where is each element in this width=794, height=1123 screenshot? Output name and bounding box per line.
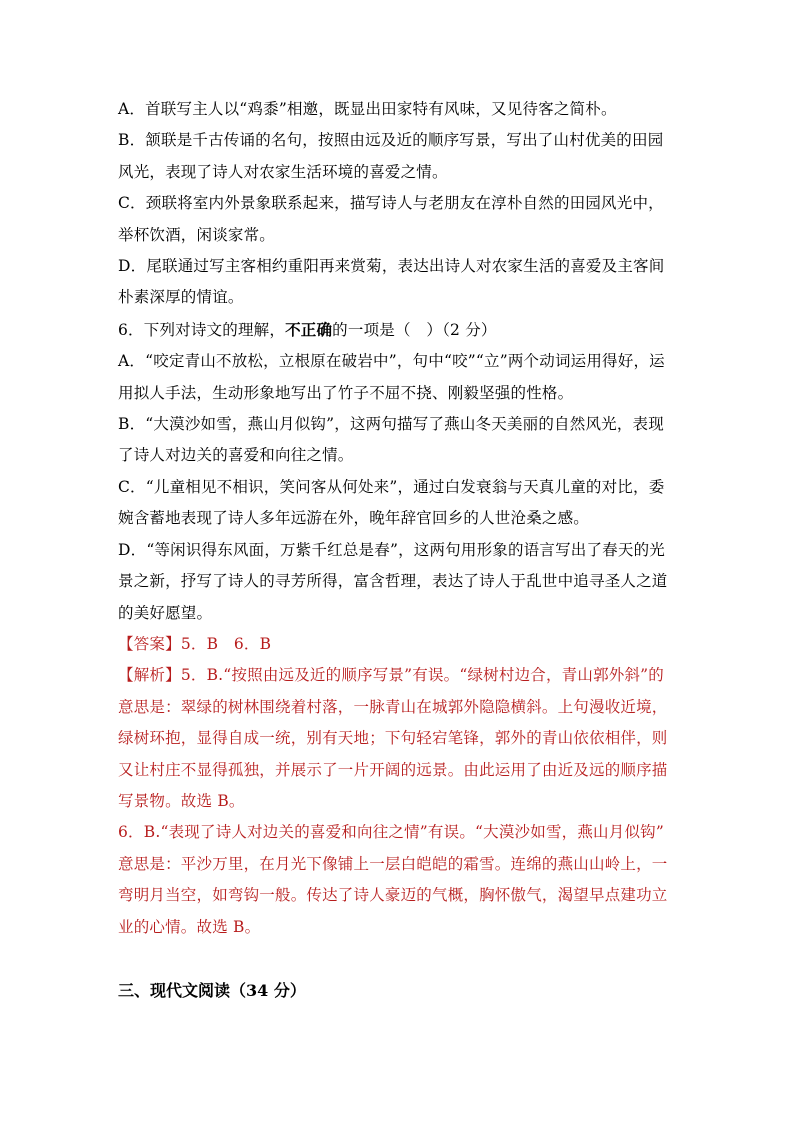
q5-option-c — [118, 188, 680, 251]
q5-option-d — [118, 251, 680, 314]
text-line: 的美好愿望。 — [118, 603, 213, 622]
q6-stem-after: 的一项是（ ）（2 分） — [332, 320, 497, 339]
text-line: 又让村庄不显得孤独，并展示了一片开阔的远景。由此运用了由近及远的顺序描 — [118, 760, 668, 779]
text-line: 业的心情。故选 B。 — [118, 917, 261, 936]
section-gap — [118, 943, 680, 975]
text-line: 6．B.“表现了诗人对边关的喜爱和向往之情”有误。“大漠沙如雪，燕山月似钩” — [118, 823, 664, 842]
q6-stem — [118, 314, 680, 346]
analysis-first-line — [118, 660, 680, 691]
text-line: 风光，表现了诗人对农家生活环境的喜爱之情。 — [118, 162, 448, 181]
answer-line — [118, 629, 680, 660]
text-line: 婉含蓄地表现了诗人多年远游在外，晚年辞官回乡的人世沧桑之感。 — [118, 509, 590, 528]
text-line: D．尾联通过写主客相约重阳再来赏菊，表达出诗人对农家生活的喜爱及主客间 — [118, 257, 665, 276]
q6-stem-before: 6．下列对诗文的理解， — [118, 320, 286, 339]
text-line: D．“等闲识得东风面，万紫千红总是春”，这两句用形象的语言写出了春天的光 — [118, 540, 665, 559]
text-line: B．“大漠沙如雪，燕山月似钩”，这两句描写了燕山冬天美丽的自然风光，表现 — [118, 415, 664, 434]
q6-option-c — [118, 472, 680, 535]
text-line: 意思是：平沙万里，在月光下像铺上一层白皑皑的霜雪。连绵的燕山山岭上，一 — [118, 854, 668, 873]
analysis-first-text: 5．B.“按照由远及近的顺序写景”有误。“绿树村边合，青山郭外斜”的 — [180, 666, 664, 685]
text-line: 意思是：翠绿的树林围绕着村落，一脉青山在城郭外隐隐横斜。上句漫收近境， — [118, 697, 668, 716]
text-line: A．“咬定青山不放松，立根原在破岩中”，句中“咬”“立”两个动词运用得好，运 — [118, 352, 665, 371]
analysis-block — [118, 660, 680, 943]
answer-label: 【答案】 — [118, 634, 181, 653]
q5-option-a — [118, 94, 680, 125]
document-page — [118, 94, 680, 1006]
answer-text: 5．B 6．B — [180, 634, 272, 653]
text-line: 弯明月当空，如弯钩一般。传达了诗人豪迈的气概，胸怀傲气，渴望早点建功立 — [118, 886, 668, 905]
q6-option-d — [118, 535, 680, 629]
text-line: C．颈联将室内外景象联系起来，描写诗人与老朋友在淳朴自然的田园风光中， — [118, 194, 664, 213]
text-line: 了诗人对边关的喜爱和向往之情。 — [118, 446, 354, 465]
q6-option-a — [118, 346, 680, 409]
q6-option-b — [118, 409, 680, 472]
text-line: C．“儿童相见不相识，笑问客从何处来”，通过白发衰翁与天真儿童的对比，委 — [118, 477, 665, 496]
text-line: 景之新，抒写了诗人的寻芳所得，富含哲理，表达了诗人于乱世中追寻圣人之道 — [118, 572, 668, 591]
text-line: 用拟人手法，生动形象地写出了竹子不屈不挠、刚毅坚强的性格。 — [118, 383, 574, 402]
text-line: 举杯饮酒，闲谈家常。 — [118, 225, 276, 244]
text-line: B．颔联是千古传诵的名句，按照由远及近的顺序写景，写出了山村优美的田园 — [118, 131, 664, 150]
analysis-label: 【解析】 — [118, 666, 181, 685]
q6-stem-emphasis: 不正确 — [285, 319, 333, 339]
text-line: A．首联写主人以“鸡黍”相邀，既显出田家特有风味，又见待客之简朴。 — [118, 100, 617, 118]
text-line: 写景物。故选 B。 — [118, 791, 245, 810]
section-heading: 三、现代文阅读（34 分） — [118, 980, 306, 1000]
text-line: 绿树环抱，显得自成一统，别有天地；下句轻宕笔锋，郭外的青山依依相伴，则 — [118, 729, 668, 748]
q5-option-b — [118, 125, 680, 188]
text-line: 朴素深厚的情谊。 — [118, 288, 244, 307]
